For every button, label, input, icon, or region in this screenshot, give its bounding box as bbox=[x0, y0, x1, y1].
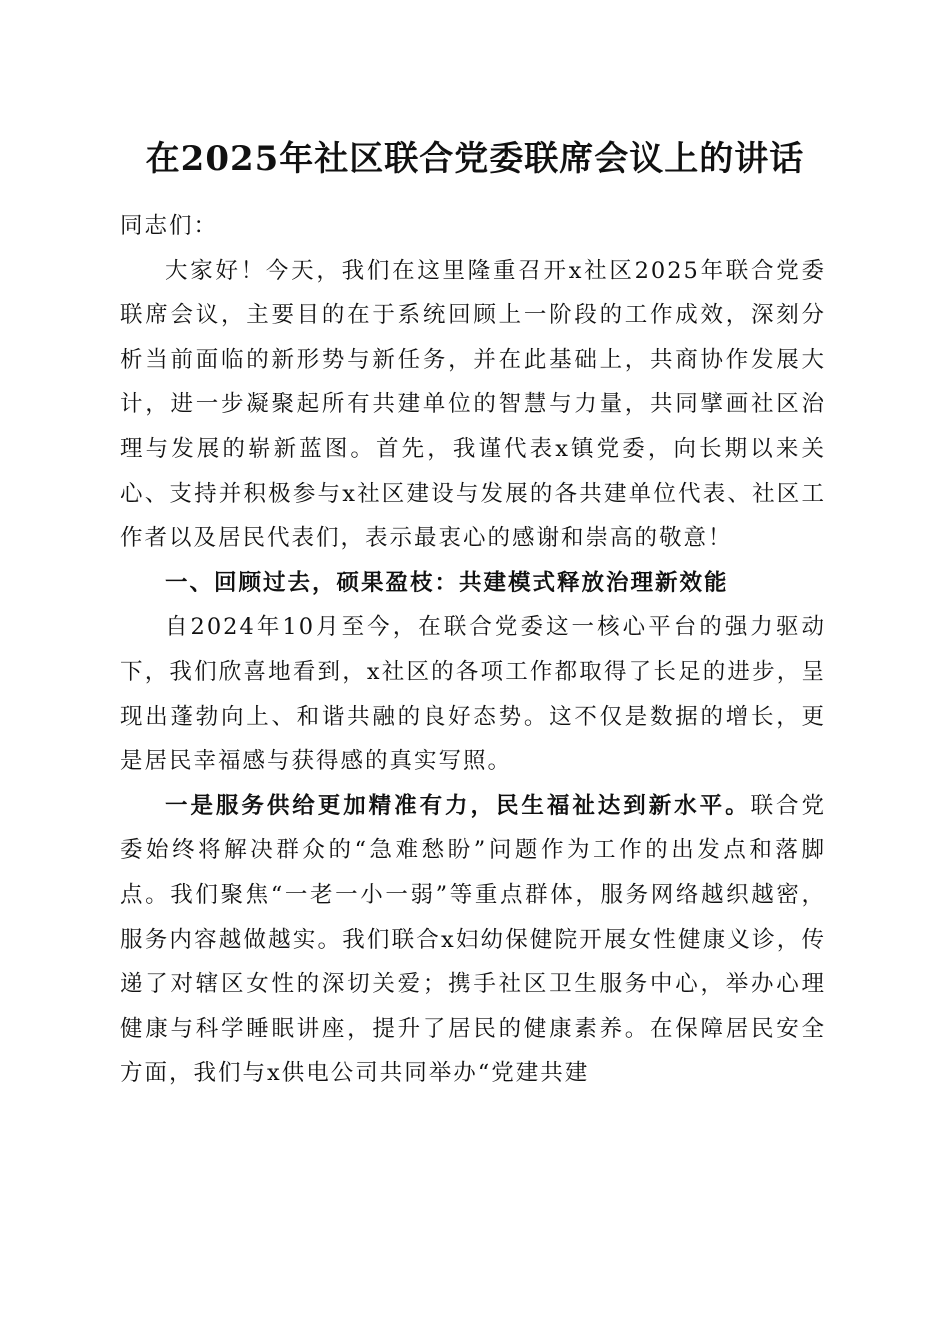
salutation: 同志们： bbox=[120, 213, 219, 239]
section-one-heading: 一、回顾过去，硕果盈枝：共建模式释放治理新效能 bbox=[165, 569, 729, 596]
intro-paragraph: 大家好！今天，我们在这里隆重召开x社区2025年联合党委联席会议，主要目的在于系统回顾上一阶段的工作成效，深刻分析当前面临的新形势与新任务，并在此基础上，共商协作发展大计，进一步凝聚起所有共建单位的智慧与力量，共同擘画社区治理与发展的崭新蓝图。首先，我谨代表x镇党委，向长期以来关心、支持并积极参与x社区建设与发展的各共建单位代表、社区工作者以及居民代表们，表示最衷心的感谢和崇高的敬意！ bbox=[120, 257, 826, 552]
point-one-text: 联合党委始终将解决群众的“急难愁盼”问题作为工作的出发点和落脚点。我们聚焦“一老一小一弱”等重点群体，服务网络越织越密，服务内容越做越实。我们联合x妇幼保健院开展女性健康义诊，传递了对辖区女性的深切关爱；携手社区卫生服务中心，举办心理健康与科学睡眠讲座，提升了居民的健康素养。在保障居民安全方面，我们与x供电公司共同举办“党建共建 bbox=[120, 792, 826, 1087]
point-one-lead: 一是服务供给更加精准有力，民生福祉达到新水平。 bbox=[165, 792, 751, 819]
document-body bbox=[120, 204, 826, 1096]
document-title: 在2025年社区联合党委联席会议上的讲话 bbox=[145, 139, 805, 179]
point-one-paragraph bbox=[120, 784, 826, 1096]
section-one-paragraph: 自2024年10月至今，在联合党委这一核心平台的强力驱动下，我们欣喜地看到，x社区的各项工作都取得了长足的进步，呈现出蓬勃向上、和谐共融的良好态势。这不仅是数据的增长，更是居民幸福感与获得感的真实写照。 bbox=[120, 614, 826, 775]
